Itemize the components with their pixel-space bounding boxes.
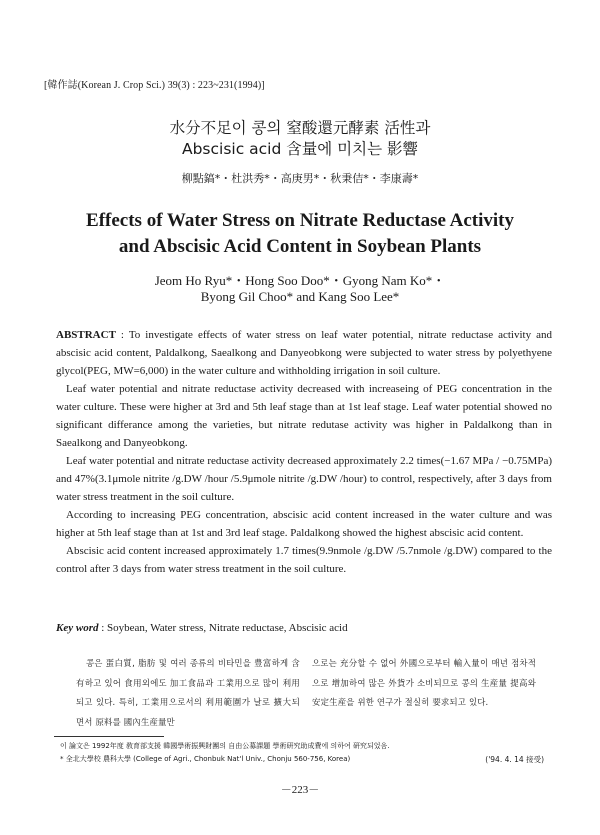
body-column-left [76,654,300,732]
footnote-affiliation: * 全北大學校 農科大學 (College of Agri., Chonbuk Nat'l Univ., Chonju 560-756, Korea) [60,755,351,763]
abstract-paragraph-5: Abscisic acid content increased approximately 1.7 times(9.9nmole /g.DW /5.7nmole /g.DW) compared to the control after 3 days from water stress treatment in the soil culture. [56,545,552,575]
abstract-separator: : [115,329,129,341]
page-number: －223－ [280,784,320,796]
body-column-right [312,654,536,713]
body-text-left: 콩은 蛋白質, 脂肪 및 여러 종류의 비타민을 豊富하게 含有하고 있어 食用외에도 加工食品과 工業用으로 많이 利用되고 있다. 특히, 工業用으로서의 利用範圍가 날로 擴大되면서 原料를 國內生産量만 [76,658,300,727]
footnote-funding: 이 論文은 1992年度 敎育部支援 韓國學術振興財團의 自由公募課題 學術硏究助成費에 의하여 硏究되었음. [60,742,390,750]
keyword-text: Soybean, Water stress, Nitrate reductase, Abscisic acid [107,622,348,634]
abstract-paragraph-4: According to increasing PEG concentration, abscisic acid content increased in the water culture and was higher at 5th leaf stage than at 1st and 3rd leaf stage. Paldalkong showed the highest abscisic acid content. [56,509,552,539]
english-authors-line-1: Jeom Ho Ryu*・Hong Soo Doo*・Gyong Nam Ko*・ [154,273,446,288]
english-title-line-1: Effects of Water Stress on Nitrate Reductase Activity [86,210,514,231]
korean-title-line-1: 水分不足이 콩의 窒酸還元酵素 活性과 [169,119,431,137]
keyword-label: Key word [56,622,99,634]
received-date: ('94. 4. 14 接受) [485,755,544,764]
korean-title-line-2: Abscisic acid 含量에 미치는 影響 [181,140,419,158]
footnote-divider [54,736,164,737]
journal-citation: [韓作誌(Korean J. Crop Sci.) 39(3) : 223~231(1994)] [44,80,265,91]
english-authors-line-2: Byong Gil Choo* and Kang Soo Lee* [200,289,400,304]
keywords [56,622,552,634]
abstract-paragraph-3: Leaf water potential and nitrate reductase activity decreased approximately 2.2 times(−1.67 MPa / −0.75MPa) and 47%(3.1μmole nitrite /g.DW /hour /5.9μmole nitrite /g.DW /hour) to control, respectively, after 3 days from water stress treatment in the soil culture. [56,455,552,503]
keyword-separator: : [98,622,108,634]
body-text-right: 으로는 充分할 수 없어 外國으로부터 輸入量이 매년 점차적으로 增加하여 많은 外貨가 소비되므로 콩의 生産量 提高와 安定生産을 위한 연구가 절실히 要求되고 있다. [312,658,536,707]
abstract-label: ABSTRACT [56,329,116,341]
abstract-paragraph-1 [56,326,552,380]
english-title-line-2: and Abscisic Acid Content in Soybean Plants [118,236,482,257]
abstract-text-1: To investigate effects of water stress on leaf water potential, nitrate reductase activity and abscisic acid content, Paldalkong, Saealkong and Danyeobkong were subjected to water stress by polyethyene glycol(PEG, MW=6,000) in the water culture and withholding irrigation in soil culture. [56,329,552,377]
abstract [56,326,552,578]
abstract-paragraph-2: Leaf water potential and nitrate reductase activity decreased with increaseing of PEG concentration in the water culture. These were higher at 3rd and 5th leaf stage than at 1st leaf stage. Leaf water potential showed no significant differance among the varieties, but nitrate redutase activity was higher in Paldalkong than in Saealkong and Danyeobkong. [56,383,552,449]
korean-authors: 柳點鎬*・杜洪秀*・高庚男*・秋秉佶*・李康壽* [181,172,419,185]
